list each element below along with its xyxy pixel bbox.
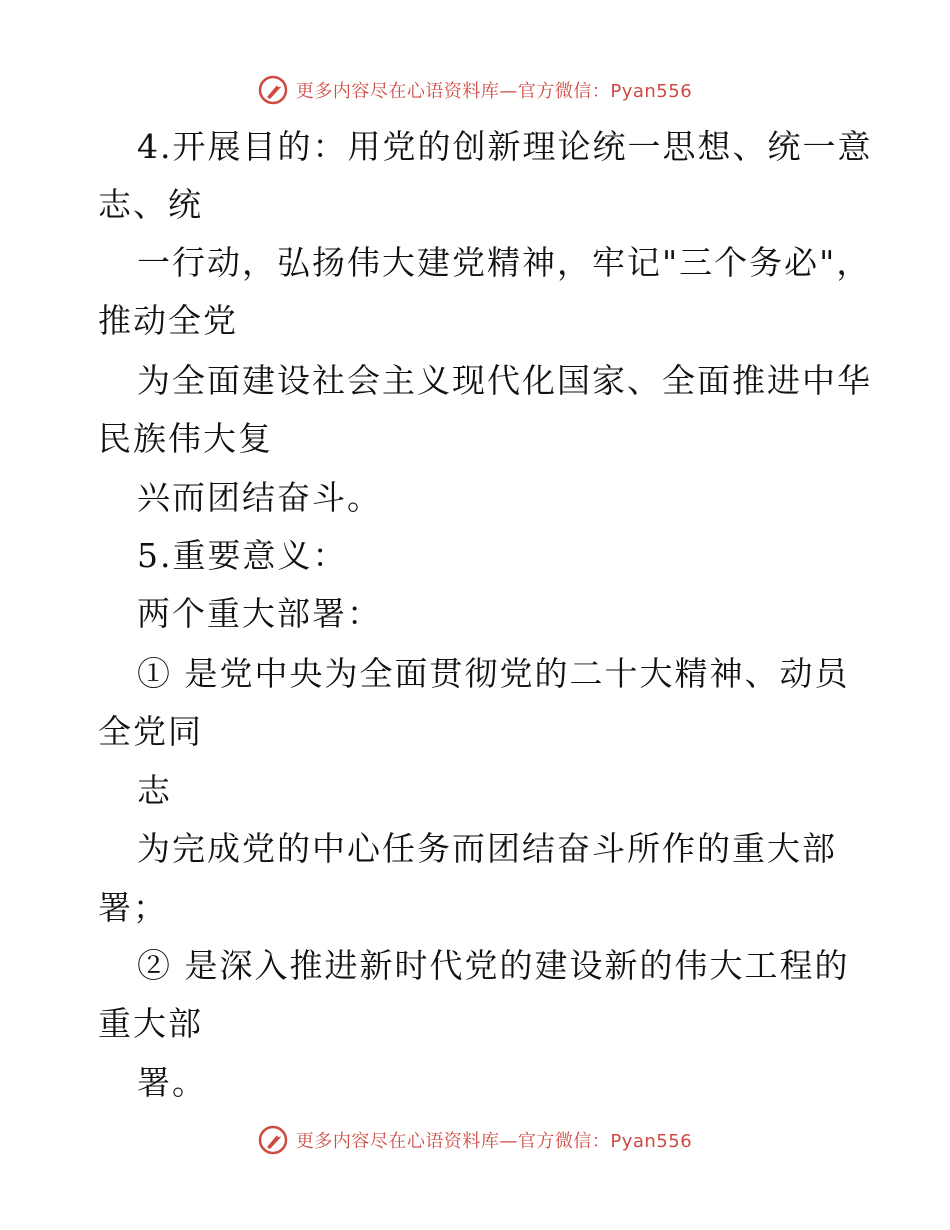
text-line: 全党同 (98, 712, 203, 751)
text-line: 为完成党的中心任务而团结奋斗所作的重大部 (137, 829, 837, 868)
text-line: 署； (98, 888, 168, 927)
text-line: 民族伟大复 (98, 419, 273, 458)
pen-logo-icon (258, 1125, 288, 1155)
subheading: 两个重大部署： (137, 594, 382, 633)
section-heading: 5.重要意义： (137, 536, 348, 575)
list-item: ① 是党中央为全面贯彻党的二十大精神、动员 (137, 654, 850, 693)
text-line: 一行动，弘扬伟大建党精神，牢记"三个务必"， (137, 243, 872, 282)
text-line: 署。 (137, 1063, 207, 1102)
list-item: ② 是深入推进新时代党的建设新的伟大工程的 (137, 946, 850, 985)
text-line: 重大部 (98, 1004, 203, 1043)
watermark-text: 更多内容尽在心语资料库—官方微信：Pyan556 (295, 1131, 693, 1152)
text-line: 推动全党 (98, 301, 238, 340)
text-line: 兴而团结奋斗。 (137, 478, 382, 517)
text-line: 志 (137, 771, 172, 810)
text-line: 志、统 (98, 185, 203, 224)
pen-logo-icon (258, 75, 288, 105)
footer-watermark (0, 1120, 950, 1160)
text-line: 4.开展目的：用党的创新理论统一思想、统一意 (137, 127, 873, 166)
watermark-text: 更多内容尽在心语资料库—官方微信：Pyan556 (295, 81, 693, 102)
header-watermark (0, 70, 950, 110)
text-line: 为全面建设社会主义现代化国家、全面推进中华 (137, 361, 872, 400)
